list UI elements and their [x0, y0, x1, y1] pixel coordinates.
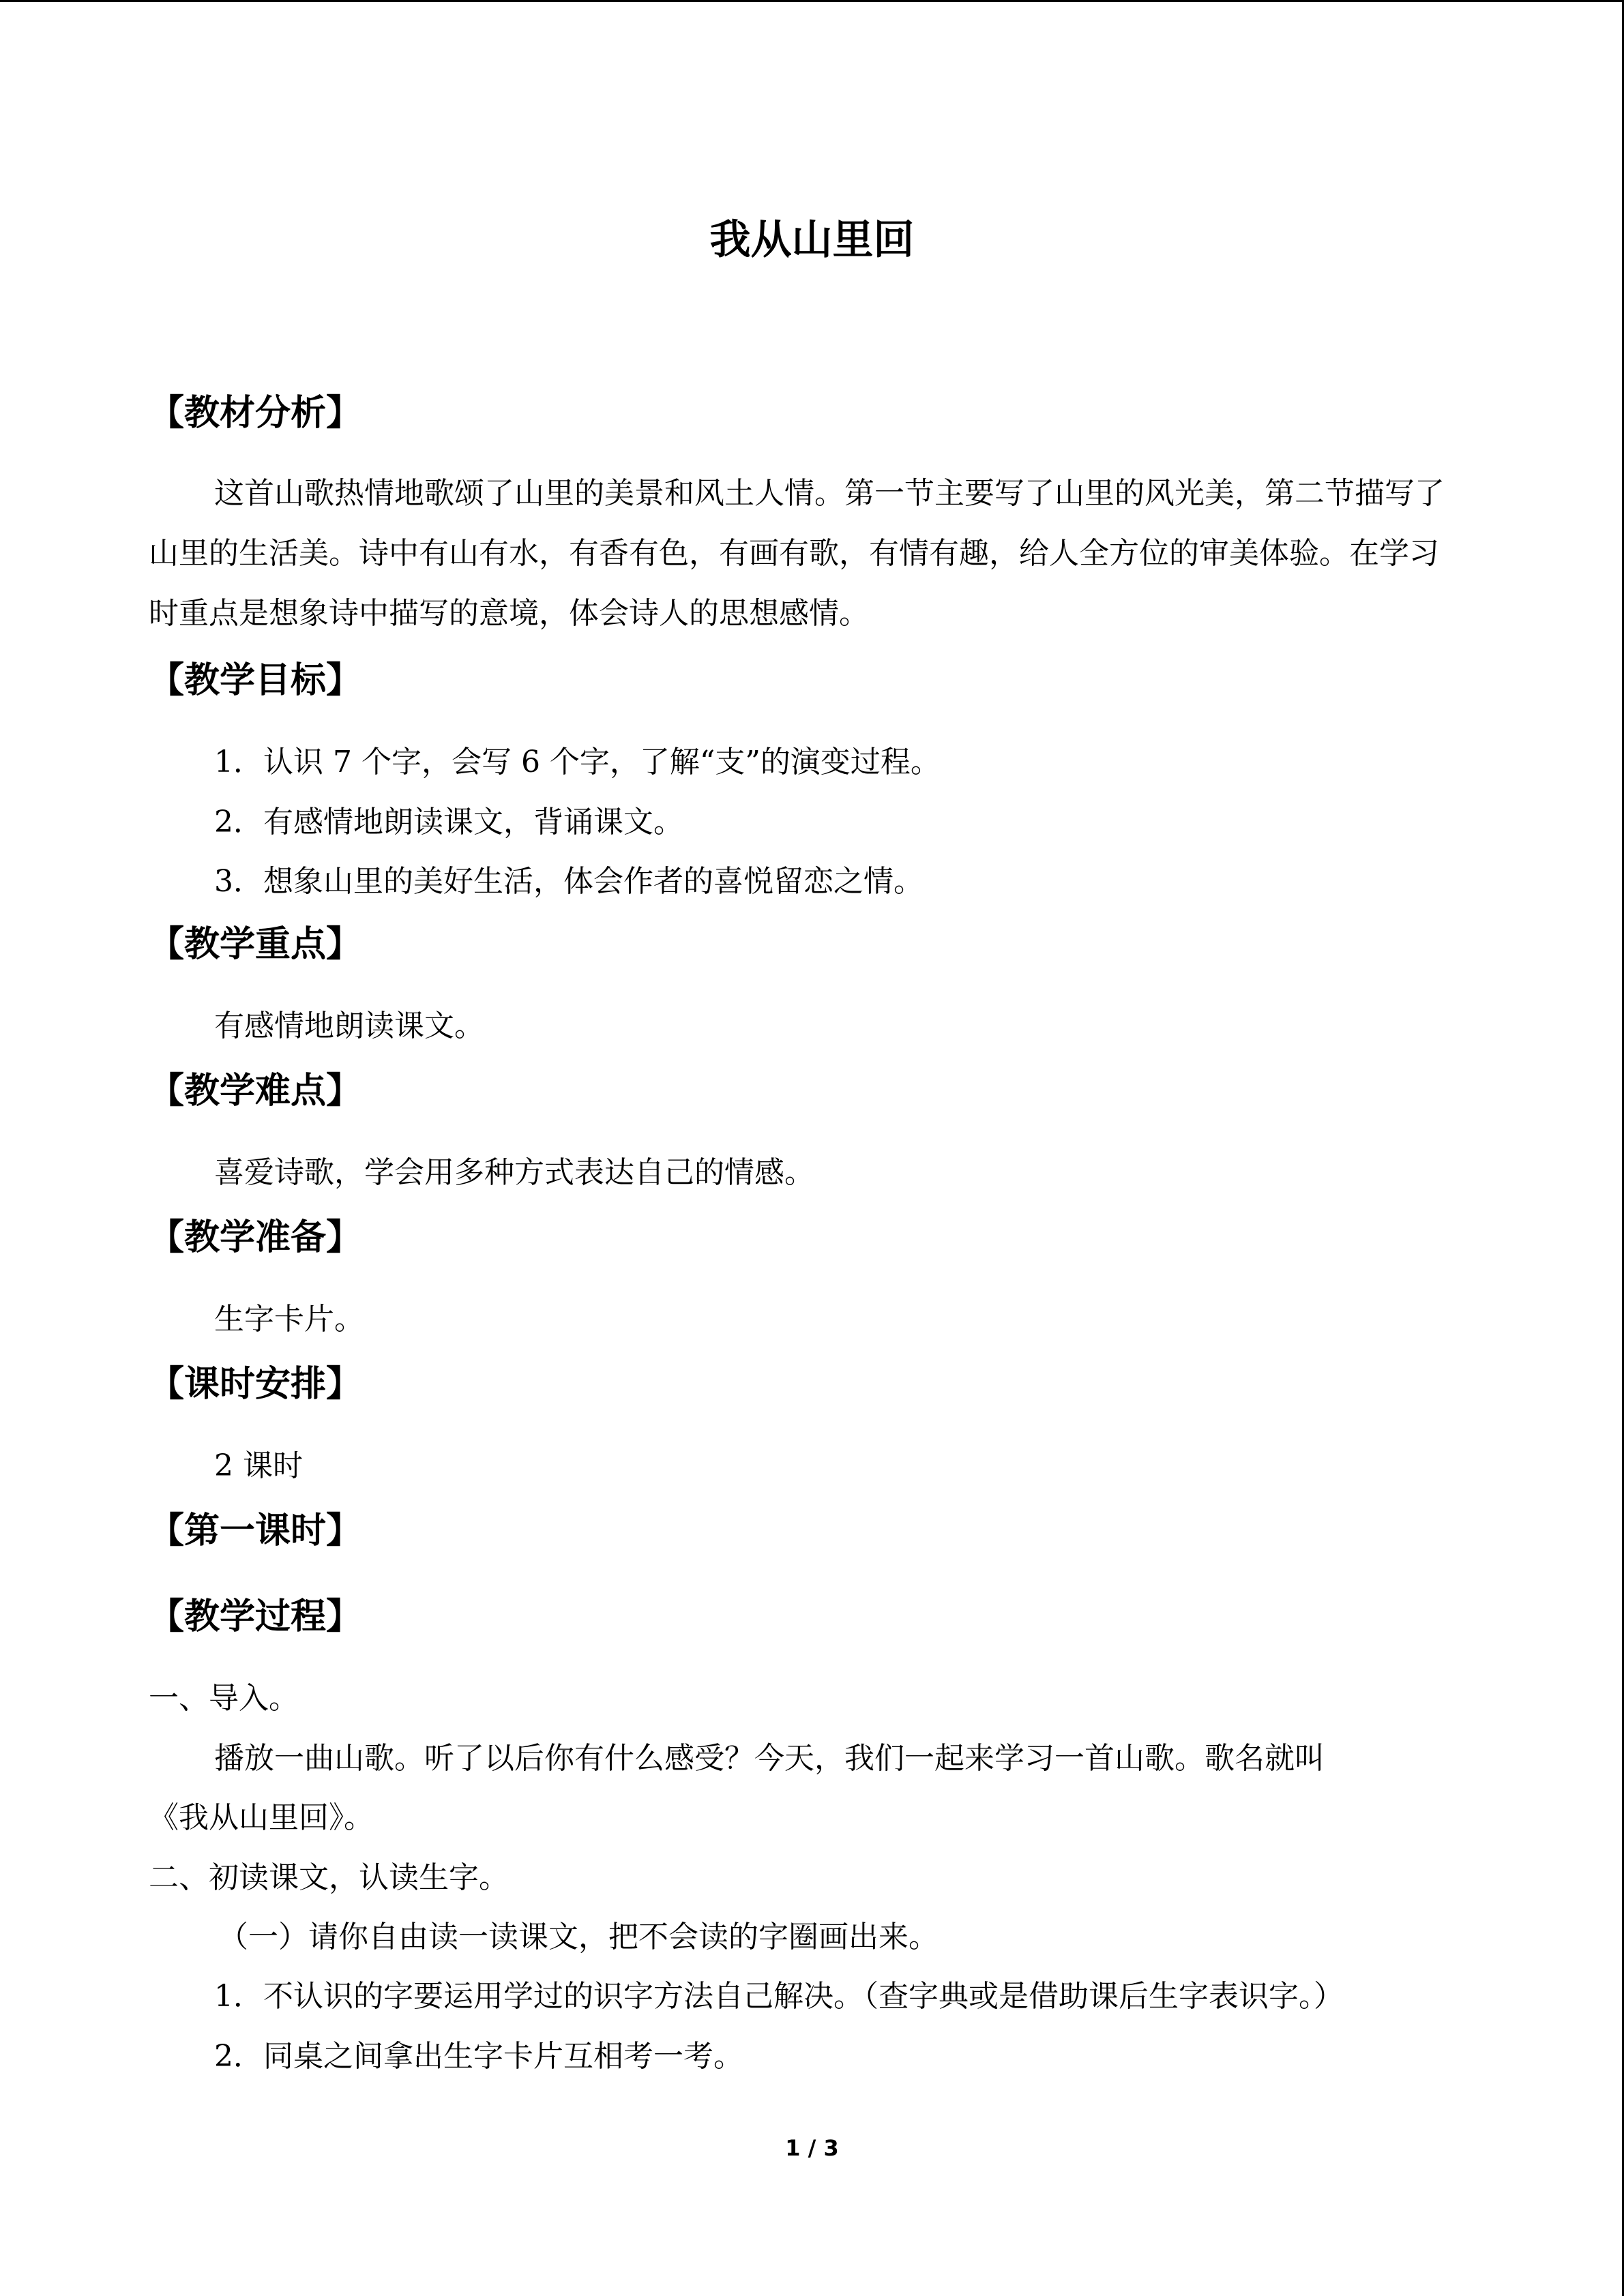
process-step-2-sub-1: （一）请你自由读一读课文，把不会读的字圈画出来。: [218, 1920, 939, 1954]
process-step-2-item-1: 1．不认识的字要运用学过的识字方法自己解决。（查字典或是借助课后生字表识字。）: [214, 1979, 1344, 2014]
heading-process: 【教学过程】: [149, 1596, 362, 1637]
preparation-text: 生字卡片。: [214, 1302, 364, 1337]
process-step-1-line-2: 《我从山里回》。: [149, 1800, 374, 1835]
goal-item-1: 1．认识 7 个字，会写 6 个字，了解“支”的演变过程。: [214, 745, 941, 779]
heading-goals: 【教学目标】: [149, 660, 362, 701]
heading-difficulties: 【教学难点】: [149, 1071, 362, 1112]
heading-analysis: 【教材分析】: [149, 393, 362, 434]
goal-item-3: 3．想象山里的美好生活，体会作者的喜悦留恋之情。: [214, 864, 924, 899]
heading-first-lesson: 【第一课时】: [149, 1510, 362, 1551]
process-step-1-line-1: 播放一曲山歌。听了以后你有什么感受？今天，我们一起来学习一首山歌。歌名就叫: [214, 1741, 1325, 1776]
process-step-2-item-2: 2．同桌之间拿出生字卡片互相考一考。: [214, 2039, 743, 2074]
key-points-text: 有感情地朗读课文。: [214, 1009, 484, 1043]
top-border-line: [0, 0, 1624, 2]
page-number: 1 / 3: [785, 2135, 839, 2161]
schedule-text: 2 课时: [214, 1448, 303, 1483]
document-title: 我从山里回: [709, 216, 915, 264]
heading-schedule: 【课时安排】: [149, 1364, 362, 1405]
analysis-paragraph: 这首山歌热情地歌颂了山里的美景和风土人情。第一节主要写了山里的风光美，第二节描写了山里的生活美。诗中有山有水，有香有色，有画有歌，有情有趣，给人全方位的审美体验。在学习时重点是想象诗中描写的意境，体会诗人的思想感情。: [149, 476, 1445, 631]
goal-item-2: 2．有感情地朗读课文，背诵课文。: [214, 805, 683, 839]
difficulties-text: 喜爱诗歌，学会用多种方式表达自己的情感。: [214, 1155, 814, 1190]
heading-preparation: 【教学准备】: [149, 1217, 362, 1258]
process-step-1-title: 一、导入。: [149, 1681, 299, 1716]
process-step-2-title: 二、初读课文，认读生字。: [149, 1860, 509, 1895]
heading-key-points: 【教学重点】: [149, 924, 362, 965]
